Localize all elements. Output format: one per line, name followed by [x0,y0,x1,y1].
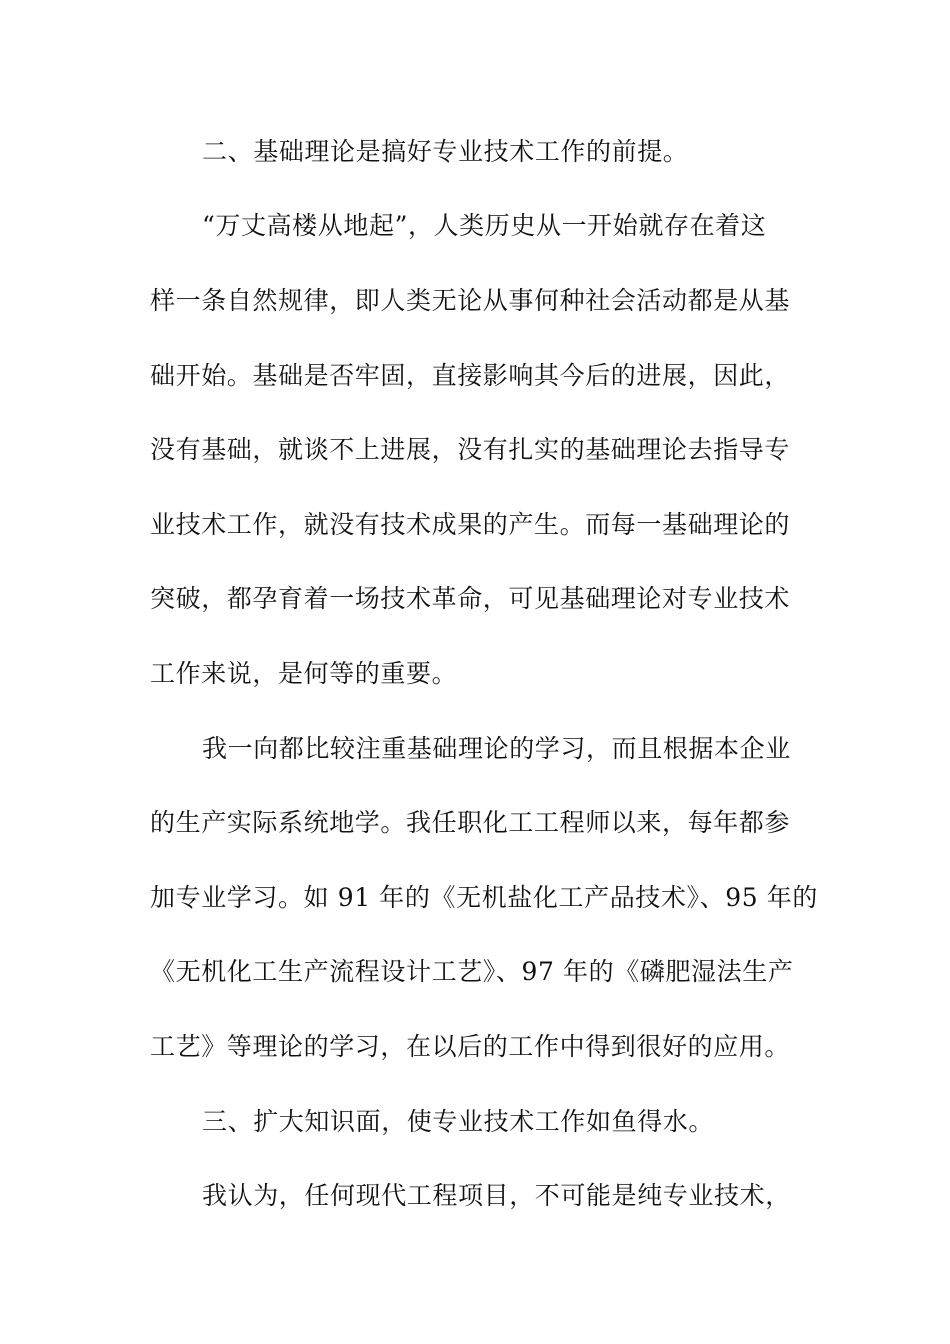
section-heading-3: 三、扩大知识面，使专业技术工作如鱼得水。 [202,1107,715,1136]
paragraph-line: 工作来说，是何等的重要。 [150,659,458,688]
paragraph-line: 我认为，任何现代工程项目，不可能是纯专业技术， [202,1181,791,1210]
paragraph-line: 的生产实际系统地学。我任职化工工程师以来，每年都参 [150,808,791,837]
paragraph-line: 突破，都孕育着一场技术革命，可见基础理论对专业技术 [150,584,791,613]
paragraph-line: 样一条自然规律，即人类无论从事何种社会活动都是从基 [150,286,791,315]
paragraph-line: 加专业学习。如 91 年的《无机盐化工产品技术》、95 年的 [150,883,818,912]
paragraph-line: 础开始。基础是否牢固，直接影响其今后的进展，因此， [150,361,791,390]
paragraph-line: 没有基础，就谈不上进展，没有扎实的基础理论去指导专 [150,435,791,464]
paragraph-line: 《无机化工生产流程设计工艺》、97 年的《磷肥湿法生产 [150,957,794,986]
paragraph-line: “万丈高楼从地起”，人类历史从一开始就存在着这 [202,211,767,240]
paragraph-line: 工艺》等理论的学习，在以后的工作中得到很好的应用。 [150,1032,791,1061]
paragraph-line: 业技术工作，就没有技术成果的产生。而每一基础理论的 [150,510,791,539]
paragraph-line: 我一向都比较注重基础理论的学习，而且根据本企业 [202,734,791,763]
section-heading-2: 二、基础理论是搞好专业技术工作的前提。 [202,137,689,166]
